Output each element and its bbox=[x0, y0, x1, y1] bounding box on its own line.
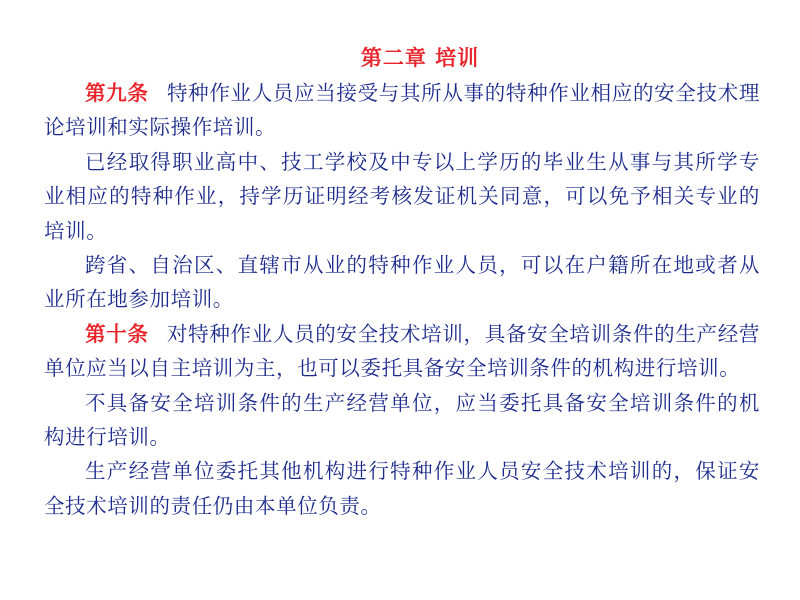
paragraph-text: 跨省、自治区、直辖市从业的特种作业人员，可以在户籍所在地或者从业所在地参加培训。 bbox=[44, 253, 760, 312]
paragraph-text: 特种作业人员应当接受与其所从事的特种作业相应的安全技术理论培训和实际操作培训。 bbox=[44, 81, 760, 140]
paragraph-cross-province bbox=[44, 248, 760, 317]
paragraph-text: 不具备安全培训条件的生产经营单位，应当委托具备安全培训条件的机构进行培训。 bbox=[44, 390, 760, 450]
paragraph-entrusted-training bbox=[44, 386, 760, 455]
article-number-10: 第十条 bbox=[85, 321, 149, 346]
paragraph-responsibility bbox=[44, 454, 760, 523]
paragraph-text: 已经取得职业高中、技工学校及中专以上学历的毕业生从事与其所学专业相应的特种作业，持学历证明经考核发证机关同意，可以免予相关专业的培训。 bbox=[44, 149, 760, 243]
paragraph-text: 对特种作业人员的安全技术培训，具备安全培训条件的生产经营单位应当以自主培训为主，也可以委托具备安全培训条件的机构进行培训。 bbox=[44, 321, 760, 381]
paragraph-text: 生产经营单位委托其他机构进行特种作业人员安全技术培训的，保证安全技术培训的责任仍由本单位负责。 bbox=[44, 459, 760, 518]
article-number-9: 第九条 bbox=[85, 81, 149, 105]
paragraph-graduate-exemption bbox=[44, 145, 760, 248]
chapter-title: 第二章 培训 bbox=[360, 46, 480, 70]
paragraph-article-10 bbox=[44, 317, 760, 386]
paragraph-article-9 bbox=[44, 76, 760, 145]
regulation-text bbox=[44, 76, 760, 523]
